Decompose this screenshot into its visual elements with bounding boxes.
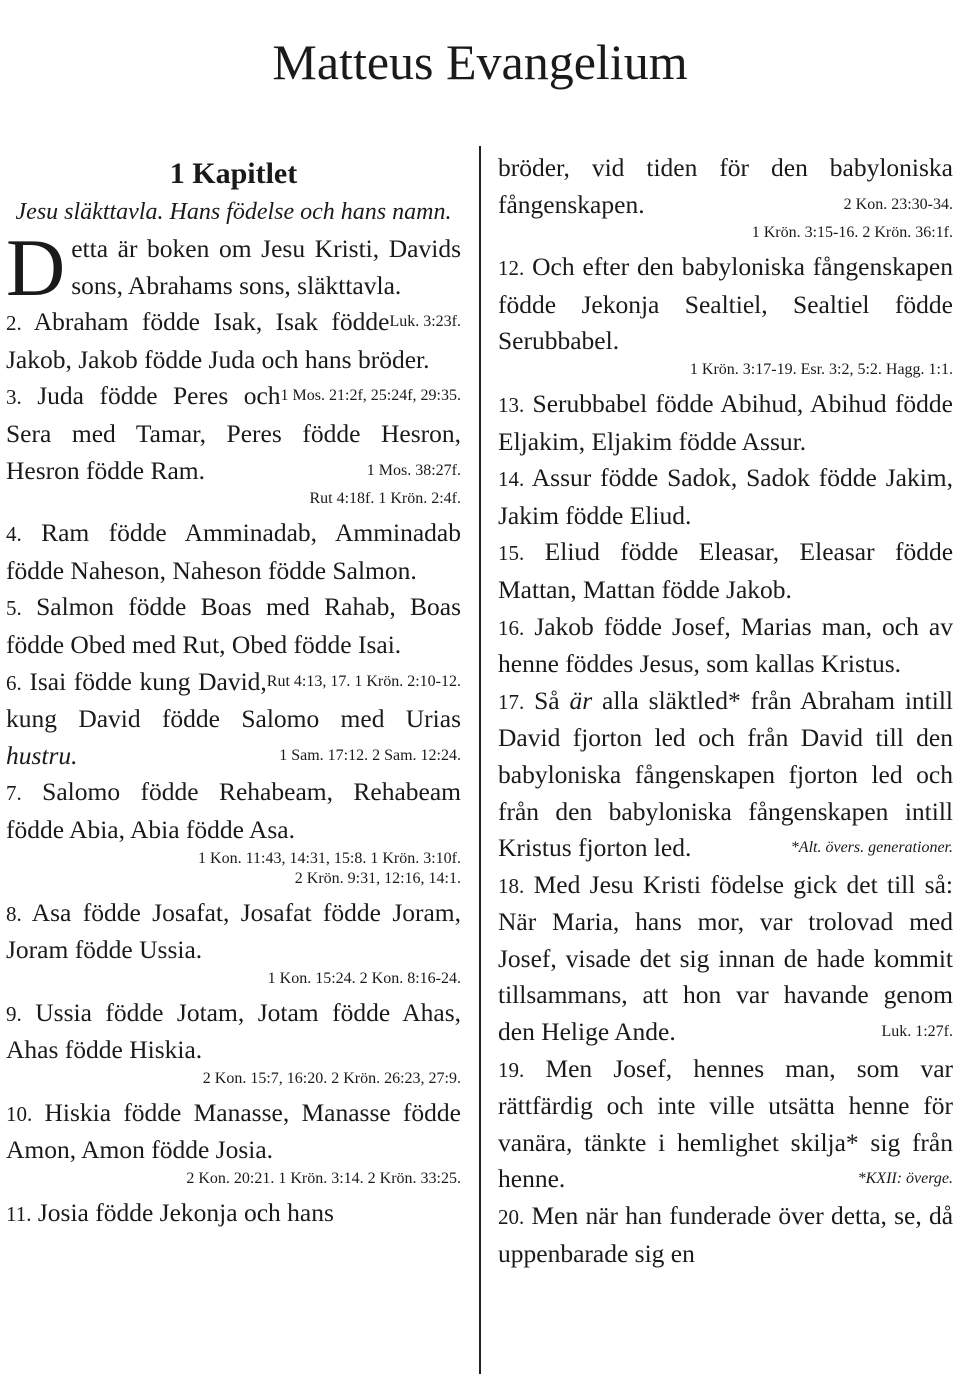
chapter-heading: 1 Kapitlet bbox=[169, 157, 298, 190]
verse-number: 6. bbox=[6, 670, 22, 695]
verse-16 bbox=[498, 609, 953, 683]
verse-7 bbox=[6, 774, 461, 848]
verse-number: 20. bbox=[498, 1205, 525, 1230]
verse-text: Josia födde Jekonja och hans bbox=[37, 1198, 334, 1228]
verse-1 bbox=[6, 222, 461, 331]
cross-reference: 2 Kon. 20:21. 1 Krön. 3:14. 2 Krön. 33:25. bbox=[186, 1170, 461, 1188]
verse-text: Jakob födde Josef, Marias man, och av henne föddes Jesus, som kallas Kristus. bbox=[498, 611, 953, 679]
verse-text: Ussia födde Jotam, Jotam födde Ahas, Ahas födde Hiskia. bbox=[6, 997, 462, 1065]
verse-5 bbox=[6, 589, 462, 690]
verse-17 bbox=[498, 683, 953, 867]
cross-reference: 2 Kon. 15:7, 16:20. 2 Krön. 26:23, 27:9. bbox=[202, 1069, 461, 1087]
verse-number: 3. bbox=[6, 385, 22, 410]
verse-number: 11. bbox=[6, 1202, 32, 1227]
verse-19 bbox=[498, 1051, 953, 1198]
verse-text: etta är boken om Jesu Kristi, Davids sons, Abrahams sons, släkttavla. bbox=[71, 234, 461, 300]
verse-text: Asa födde Josafat, Josafat födde Joram, Joram födde Ussia. bbox=[6, 897, 462, 965]
verse-text: Hiskia födde Manasse, Manasse födde Amon, Amon födde Josia. bbox=[6, 1097, 461, 1165]
verse-text: Men Josef, hennes man, som var rättfärdig och inte ville utsätta henne för vanära, tänkte i hemlighet skilja* sig från henne. bbox=[498, 1053, 954, 1194]
verse-14 bbox=[498, 460, 953, 534]
footnote: *Alt. övers. generationer. bbox=[790, 839, 953, 857]
book-title: Matteus Evangelium bbox=[272, 33, 688, 90]
verse-number: 19. bbox=[498, 1057, 525, 1082]
cross-reference: 1 Mos. 21:2f, 25:24f, 29:35. bbox=[280, 387, 461, 405]
verse-number: 10. bbox=[6, 1101, 33, 1126]
verse-text: Så bbox=[534, 685, 560, 715]
cross-reference: 1 Kon. 15:24. 2 Kon. 8:16-24. bbox=[267, 969, 461, 987]
cross-reference: Rut 4:13, 17. 1 Krön. 2:10-12. bbox=[266, 672, 461, 690]
verse-number: 8. bbox=[6, 901, 22, 926]
verse-text: Men när han funderade över detta, se, då uppenbarade sig en bbox=[498, 1201, 954, 1268]
verse-number: 14. bbox=[498, 467, 525, 492]
verse-number: 9. bbox=[6, 1001, 22, 1026]
verse-number: 15. bbox=[498, 541, 525, 566]
verse-text: Abraham födde Isak, Isak födde Jakob, Jakob födde Juda och hans bröder. bbox=[6, 307, 430, 374]
verse-text: Med Jesu Kristi födelse gick det till så: När Maria, hans mor, var trolovad med Josef, visade det sig innan de hade kommit tillsammans, att hon var havande genom den Helige Ande. bbox=[498, 869, 954, 1047]
verse-number: 13. bbox=[498, 392, 525, 417]
verse-text: Eliud födde Eleasar, Eleasar födde Mattan, Mattan födde Jakob. bbox=[498, 537, 954, 604]
cross-reference: Rut 4:18f. 1 Krön. 2:4f. bbox=[309, 490, 461, 508]
column-divider bbox=[479, 146, 481, 1374]
verse-18 bbox=[498, 867, 953, 1051]
section-heading: Jesu släkttavla. Hans födelse och hans namn. bbox=[15, 199, 452, 225]
verse-number: 2. bbox=[6, 311, 22, 336]
verse-number: 16. bbox=[498, 615, 525, 640]
cross-reference: 2 Kon. 23:30-34. bbox=[843, 195, 953, 213]
cross-reference: 1 Kon. 11:43, 14:31, 15:8. 1 Krön. 3:10f. bbox=[198, 849, 461, 867]
verse-number: 17. bbox=[498, 689, 525, 714]
verse-4 bbox=[6, 515, 461, 589]
verse-text: Serubbabel födde Abihud, Abihud födde Eljakim, Eljakim födde Assur. bbox=[498, 388, 953, 456]
verse-12 bbox=[498, 249, 953, 360]
verse-number: 7. bbox=[6, 781, 22, 806]
verse-11-continued bbox=[498, 150, 953, 223]
verse-text: Assur födde Sadok, Sadok födde Jakim, Jakim födde Eliud. bbox=[498, 463, 954, 530]
verse-text: Juda födde Peres och Sera med Tamar, Peres födde Hesron, Hesron födde Ram. bbox=[6, 381, 461, 485]
verse-italic-word: hustru. bbox=[6, 740, 78, 770]
verse-text: Isai födde kung David, kung David födde Salomo med Urias bbox=[6, 666, 461, 734]
footnote: *KXII: överge. bbox=[857, 1170, 953, 1188]
verse-text: Ram födde Amminadab, Amminadab födde Naheson, Naheson födde Salmon. bbox=[6, 518, 461, 585]
verse-13 bbox=[498, 386, 953, 460]
verse-number: 5. bbox=[6, 596, 22, 621]
verse-italic-word: är bbox=[569, 685, 593, 715]
verse-9 bbox=[6, 995, 461, 1069]
verse-text: Salmon födde Boas med Rahab, Boas födde Obed med Rut, Obed födde Isai. bbox=[6, 592, 462, 659]
cross-reference: 1 Sam. 17:12. 2 Sam. 12:24. bbox=[279, 746, 461, 764]
verse-15 bbox=[498, 534, 953, 608]
verse-text: alla släktled* från Abraham intill David fjorton led och från David till den babyloniska fångenskapen fjorton led och från den babyloniska fångenskapen intill Kristus fjorton led. bbox=[498, 685, 954, 863]
verse-20 bbox=[498, 1198, 953, 1272]
verse-10 bbox=[6, 1095, 461, 1169]
cross-reference: 1 Krön. 3:15-16. 2 Krön. 36:1f. bbox=[751, 224, 953, 242]
right-column bbox=[498, 150, 953, 1272]
verse-8 bbox=[6, 895, 461, 969]
verse-number: 18. bbox=[498, 873, 525, 898]
verse-11 bbox=[6, 1195, 461, 1233]
left-column bbox=[6, 155, 461, 1233]
verse-text: Och efter den babyloniska fångenskapen födde Jekonja Sealtiel, Sealtiel födde Serubbabel. bbox=[498, 252, 953, 356]
verse-text: bröder, vid tiden för den babyloniska fångenskapen. bbox=[498, 153, 953, 219]
cross-reference: Luk. 1:27f. bbox=[881, 1023, 953, 1041]
cross-reference: 1 Krön. 3:17-19. Esr. 3:2, 5:2. Hagg. 1:1. bbox=[689, 360, 953, 378]
cross-reference: 2 Krön. 9:31, 12:16, 14:1. bbox=[294, 869, 461, 887]
cross-reference: 1 Mos. 38:27f. bbox=[366, 461, 461, 479]
verse-number: 4. bbox=[6, 522, 22, 547]
drop-cap: D bbox=[6, 222, 66, 313]
verse-number: 12. bbox=[498, 256, 525, 281]
cross-reference: Luk. 3:23f. bbox=[389, 313, 461, 331]
verse-text: Salomo födde Rehabeam, Rehabeam födde Abia, Abia födde Asa. bbox=[6, 777, 461, 844]
